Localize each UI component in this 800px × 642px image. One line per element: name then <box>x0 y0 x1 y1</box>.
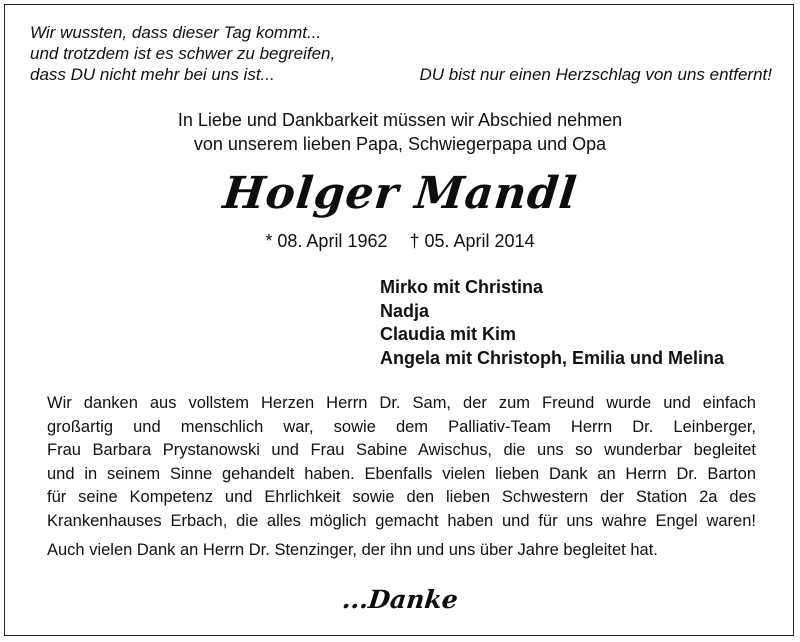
poem-left <box>30 22 335 85</box>
intro-text <box>0 108 800 156</box>
poem-line: und trotzdem ist es schwer zu begreifen, <box>30 44 336 63</box>
life-dates <box>0 229 800 253</box>
thanks-line: Wir danken aus vollstem Herzen Herrn Dr. Sam, der zum Freund wurde und einfach <box>47 394 756 412</box>
thanks-line: für seine Kompetenz und Ehrlichkeit sowie den lieben Schwestern der Station 2a des <box>47 488 756 506</box>
intro-line-1: In Liebe und Dankbarkeit müssen wir Abschied nehmen <box>177 110 623 130</box>
deceased-name: Holger Mandl <box>220 168 580 219</box>
thanks-paragraph-2: Auch vielen Dank an Herrn Dr. Stenzinger, der ihn und uns über Jahre begleitet hat. <box>47 541 658 559</box>
family-member: Claudia mit Kim <box>380 324 517 344</box>
family-list <box>380 276 724 370</box>
family-member: Angela mit Christoph, Emilia und Melina <box>380 347 725 368</box>
poem-line: Wir wussten, dass dieser Tag kommt... <box>30 23 322 42</box>
family-member: Nadja <box>380 300 430 321</box>
thanks-line: großartig und menschlich war, sowie dem Palliativ-Team Herrn Dr. Leinberger, <box>47 417 756 436</box>
birth-date: * 08. April 1962 <box>265 231 388 251</box>
poem-line: dass DU nicht mehr bei uns ist... <box>30 65 275 84</box>
thanks-line: Krankenhauses Erbach, die alles möglich gemacht haben und für uns wahre Engel waren! <box>47 511 756 530</box>
thanks-line: Frau Barbara Prystanowski und Frau Sabine Awischus, die uns so wunderbar begleitet <box>47 441 756 459</box>
family-member: Mirko mit Christina <box>380 277 544 297</box>
intro-line-2: von unserem lieben Papa, Schwiegerpapa und Opa <box>193 134 607 154</box>
thanks-paragraph <box>47 392 756 533</box>
thanks-line: und in seinem Sinne gehandelt haben. Ebenfalls vielen lieben Dank an Herrn Dr. Barton <box>47 464 756 483</box>
poem-right-line: DU bist nur einen Herzschlag von uns entfernt! <box>419 65 772 84</box>
death-date: † 05. April 2014 <box>409 231 535 251</box>
closing-danke: ...Danke <box>340 585 460 614</box>
